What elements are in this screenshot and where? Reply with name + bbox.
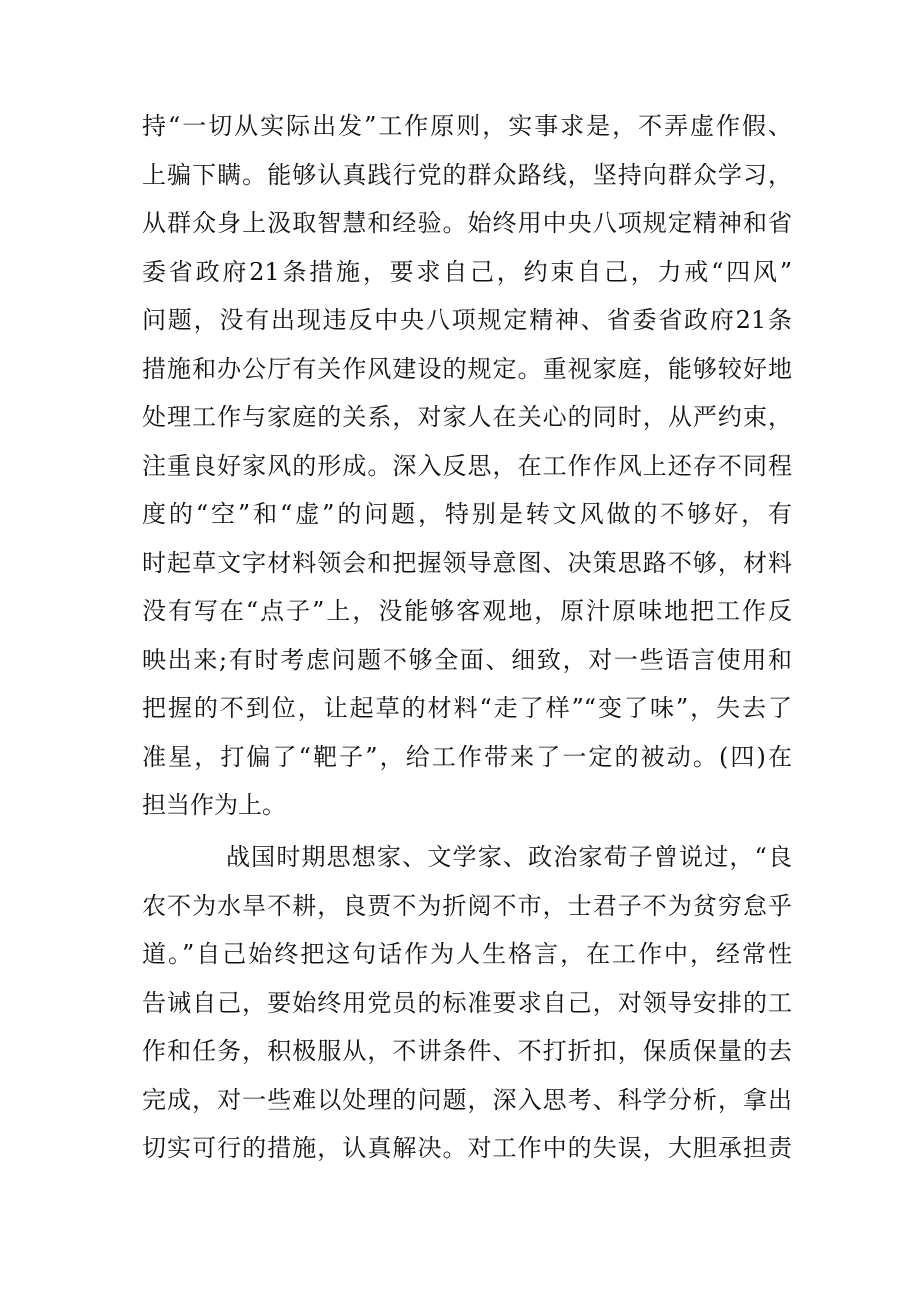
- text-line: 处理工作与家庭的关系，对家人在关心的同时，从严约束，: [142, 403, 792, 431]
- text-line: 完成，对一些难以处理的问题，深入思考、科学分析，拿出: [142, 1085, 792, 1114]
- text-line: 农不为水旱不耕，良贾不为折阅不市，士君子不为贫穷怠乎: [142, 891, 792, 920]
- text-line: 担当作为上。: [142, 791, 286, 819]
- text-line: 作和任务，积极服从，不讲条件、不打折扣，保质保量的去: [142, 1037, 792, 1065]
- text-line: 切实可行的措施，认真解决。对工作中的失误，大胆承担责: [142, 1134, 792, 1162]
- text-line: 委省政府21条措施，要求自己，约束自己，力戒“四风”: [142, 257, 792, 286]
- text-line: 措施和办公厅有关作风建设的规定。重视家庭，能够较好地: [142, 354, 792, 383]
- text-line: 问题，没有出现违反中央八项规定精神、省委省政府21条: [142, 306, 792, 334]
- text-line: 把握的不到位，让起草的材料“走了样”“变了味”，失去了: [142, 694, 792, 722]
- text-line: 准星，打偏了“靶子”，给工作带来了一定的被动。(四)在: [142, 742, 792, 771]
- text-line: 从群众身上汲取智慧和经验。始终用中央八项规定精神和省: [142, 209, 792, 237]
- text-line: 映出来;有时考虑问题不够全面、细致，对一些语言使用和: [142, 645, 792, 674]
- text-line: 度的“空”和“虚”的问题，特别是转文风做的不够好，有: [142, 500, 792, 528]
- text-line: 告诫自己，要始终用党员的标准要求自己，对领导安排的工: [142, 988, 792, 1017]
- text-line: 没有写在“点子”上，没能够客观地，原汁原味地把工作反: [142, 597, 792, 625]
- text-line: 持“一切从实际出发”工作原则，实事求是，不弄虚作假、: [142, 112, 792, 140]
- paragraph-1: [142, 102, 792, 830]
- text-line: 战国时期思想家、文学家、政治家荀子曾说过，“良: [226, 843, 792, 871]
- text-line: 道。”自己始终把这句话作为人生格言，在工作中，经常性: [142, 940, 792, 968]
- text-line: 上骗下瞒。能够认真践行党的群众路线，坚持向群众学习，: [142, 160, 792, 189]
- text-line: 注重良好家风的形成。深入反思，在工作作风上还存不同程: [142, 451, 792, 480]
- text-line: 时起草文字材料领会和把握领导意图、决策思路不够，材料: [142, 548, 792, 577]
- paragraph-2: [142, 833, 792, 1173]
